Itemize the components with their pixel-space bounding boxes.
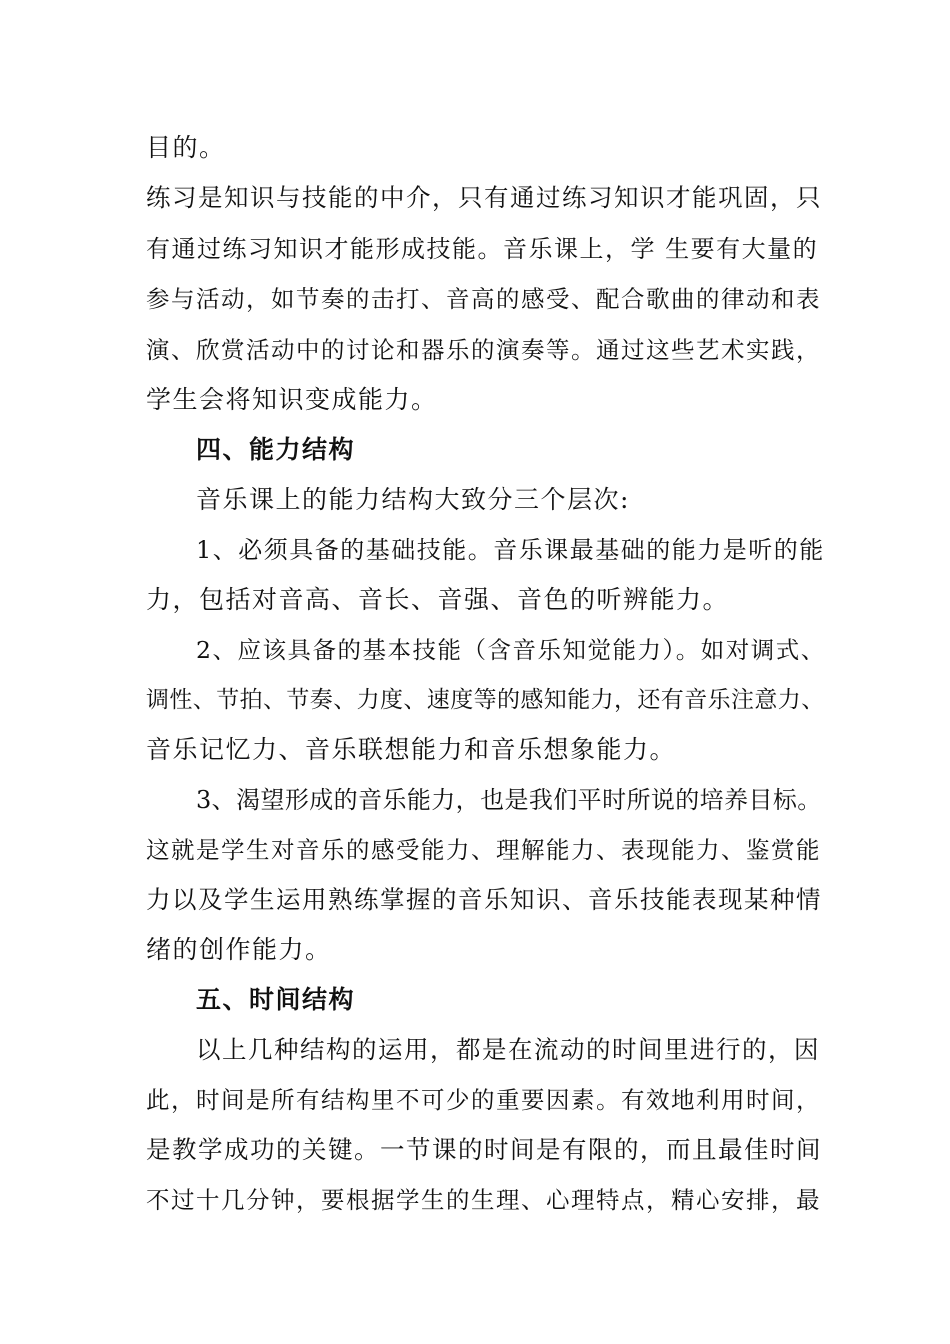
text-line: 力，包括对音高、音长、音强、音色的听辨能力。	[146, 585, 730, 614]
list-item: 2、应该具备的基本技能（含音乐知觉能力）。如对调式、	[196, 636, 826, 664]
text-line: 演、欣赏活动中的讨论和器乐的演奏等。通过这些艺术实践，	[146, 336, 821, 364]
text-line: 此，时间是所有结构里不可少的重要因素。有效地利用时间，	[146, 1086, 821, 1114]
text-line: 学生会将知识变成能力。	[146, 385, 438, 414]
list-item: 3、渴望形成的音乐能力，也是我们平时所说的培养目标。	[196, 786, 822, 814]
text-line: 调性、节拍、节奏、力度、速度等的感知能力，还有音乐注意力、	[146, 687, 825, 713]
list-item: 1、必须具备的基础技能。音乐课最基础的能力是听的能	[196, 536, 825, 564]
text-line: 音乐记忆力、音乐联想能力和音乐想象能力。	[146, 735, 677, 764]
section-heading: 四、能力结构	[196, 435, 356, 464]
text-line: 是教学成功的关键。一节课的时间是有限的，而且最佳时间	[146, 1135, 822, 1164]
text-line: 绪的创作能力。	[146, 935, 332, 964]
text-line: 参与活动，如节奏的击打、音高的感受、配合歌曲的律动和表	[146, 285, 821, 313]
text-line: 有通过练习知识才能形成技能。音乐课上，学 生要有大量的	[146, 235, 819, 263]
text-line: 练习是知识与技能的中介，只有通过练习知识才能巩固，只	[146, 183, 822, 212]
section-heading: 五、时间结构	[196, 985, 356, 1014]
text-line: 这就是学生对音乐的感受能力、理解能力、表现能力、鉴赏能	[146, 836, 821, 864]
text-line: 音乐课上的能力结构大致分三个层次:	[196, 485, 630, 514]
text-line: 目的。	[146, 133, 226, 162]
text-line: 不过十几分钟，要根据学生的生理、心理特点，精心安排，最	[146, 1186, 821, 1214]
text-line: 力以及学生运用熟练掌握的音乐知识、音乐技能表现某种情	[146, 885, 822, 914]
text-line: 以上几种结构的运用，都是在流动的时间里进行的，因	[196, 1035, 820, 1064]
